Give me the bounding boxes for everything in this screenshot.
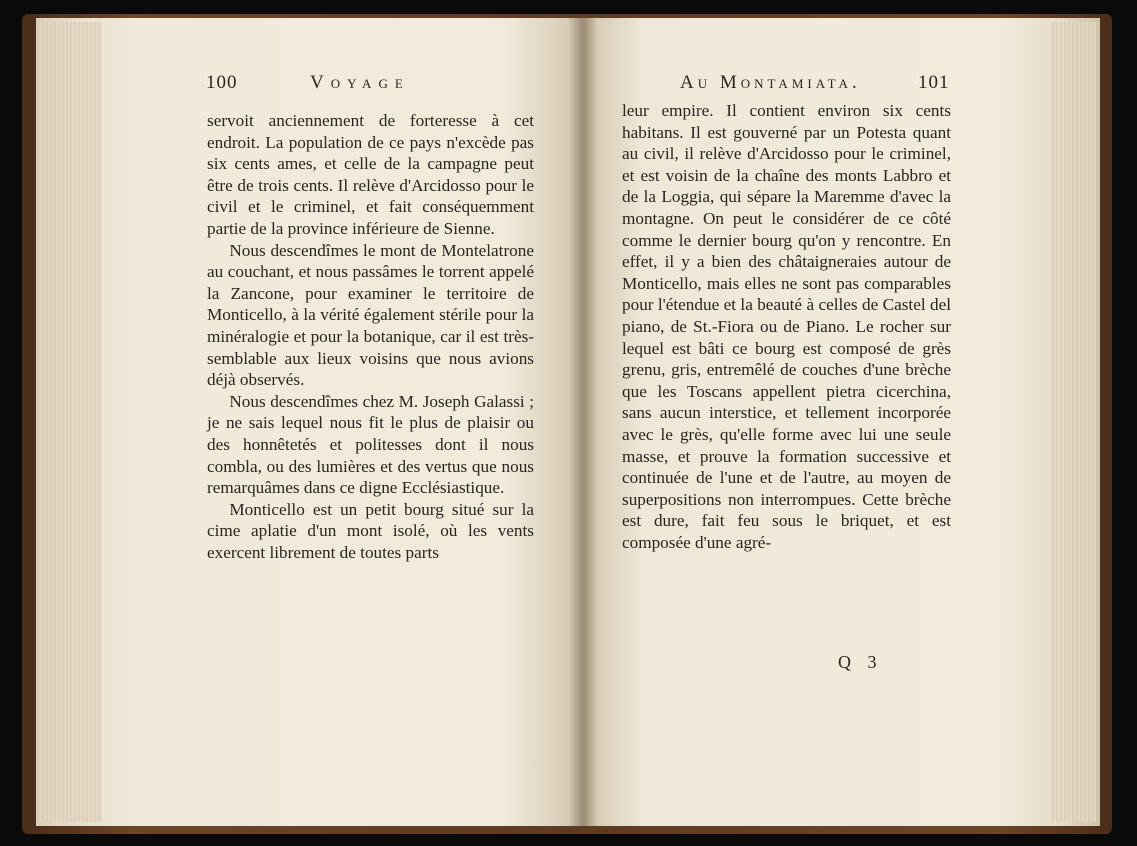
right-page-number: 101 [918,72,950,93]
paragraph: Monticello est un petit bourg situé sur la cime aplatie d'un mont isolé, où les vents exercent librement de toutes parts [207,499,534,562]
right-running-title: Au Montamiata. [680,72,861,93]
right-page-edges [1050,22,1096,822]
paragraph: servoit anciennement de forteresse à cet endroit. La population de ce pays n'excède pas six cents ames, et celle de la campagne peut être de trois cents. Il relève d'Arcidosso pour le civil et le criminel, et fait conséquemment partie de la province inférieure de Sienne. [207,111,534,238]
signature-mark: Q 3 [838,652,883,672]
paragraph: Nous descendîmes le mont de Montelatrone au couchant, et nous passâmes le torrent appelé la Zancone, pour examiner le territoire de Monticello, à la vérité également stérile pour la minéralogie et pour la botanique, car il est très-semblable aux lieux voisins que nous avions déjà observés. [207,240,534,390]
left-page-text [207,110,534,563]
right-page-text [622,100,951,553]
paragraph: Nous descendîmes chez M. Joseph Galassi ; je ne sais lequel nous fit le plus de plaisir ou des honnêtetés et politesses dont il nous combla, ou des lumières et des vertus que nous remarquâmes dans ce digne Ecclésiastique. [207,391,534,498]
book-gutter [568,18,598,826]
left-page-edges [40,22,102,822]
left-running-title: Voyage [310,72,410,93]
paragraph: leur empire. Il contient environ six cents habitans. Il est gouverné par un Potesta quant au civil, il relève d'Arcidosso pour le criminel, et est voisin de la chaîne des monts Labbro et de la Loggia, qui sépare la Maremme d'avec la montagne. On peut le considérer de ce côté comme le dernier bourg qu'on y rencontre. En effet, il y a bien des châtaigneraies autour de Monticello, mais elles ne sont pas comparables pour l'étendue et la beauté à celles de Castel del piano, de St.-Fiora ou de Piano. Le rocher sur lequel est bâti ce bourg est composé de grès grenu, gris, entremêlé de couches d'une brèche que les Toscans appellent pietra cicerchina, sans aucun interstice, et tellement incorporée avec le grès, qu'elle forme avec lui une seule masse, et prouve la formation successive et continuée de l'une et de l'autre, au moyen de superpositions non interrompues. Cette brèche est dure, fait feu sous le briquet, et est composée d'une agré- [622,101,951,552]
left-page-number: 100 [206,72,238,93]
